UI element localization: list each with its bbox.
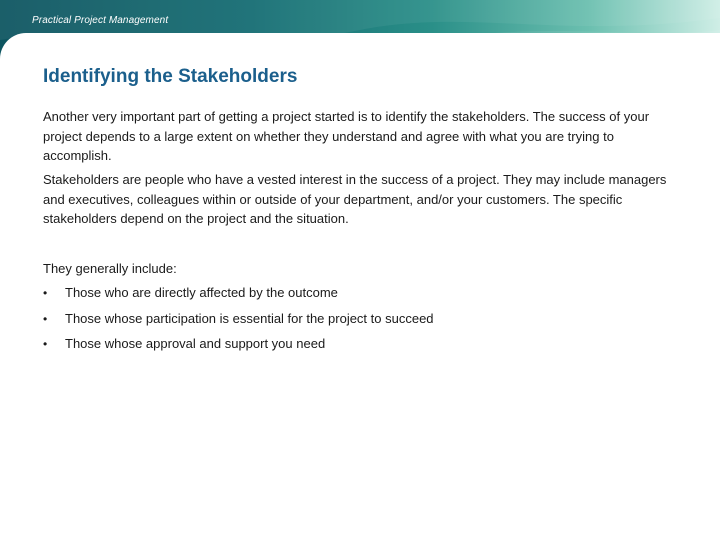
list-item-text: Those whose approval and support you need: [65, 336, 326, 351]
course-title: Practical Project Management: [32, 15, 169, 26]
list-item: [43, 309, 683, 335]
intro-paragraph: Another very important part of getting a project started is to identify the stakeholders. The success of your project depends to a large extent on whether they understand and agree with what you are trying to accomplish.: [43, 109, 650, 163]
list-item: [43, 334, 683, 360]
list-item-text: Those who are directly affected by the outcome: [65, 285, 338, 300]
list-item: [43, 283, 683, 309]
list-item-text: Those whose participation is essential for the project to succeed: [65, 310, 434, 326]
stakeholder-list: [43, 283, 683, 360]
definition-paragraph: Stakeholders are people who have a vested interest in the success of a project. They may include managers and executives, colleagues within or outside of your department, and/or your customers. The specific stakeholders depend on the project and the situation.: [43, 172, 667, 226]
list-intro-paragraph: They generally include:: [43, 261, 177, 276]
bullet-icon: •: [43, 311, 48, 326]
bullet-icon: •: [43, 286, 48, 300]
slide-title: Identifying the Stakeholders: [43, 66, 298, 87]
bullet-icon: •: [43, 337, 48, 351]
